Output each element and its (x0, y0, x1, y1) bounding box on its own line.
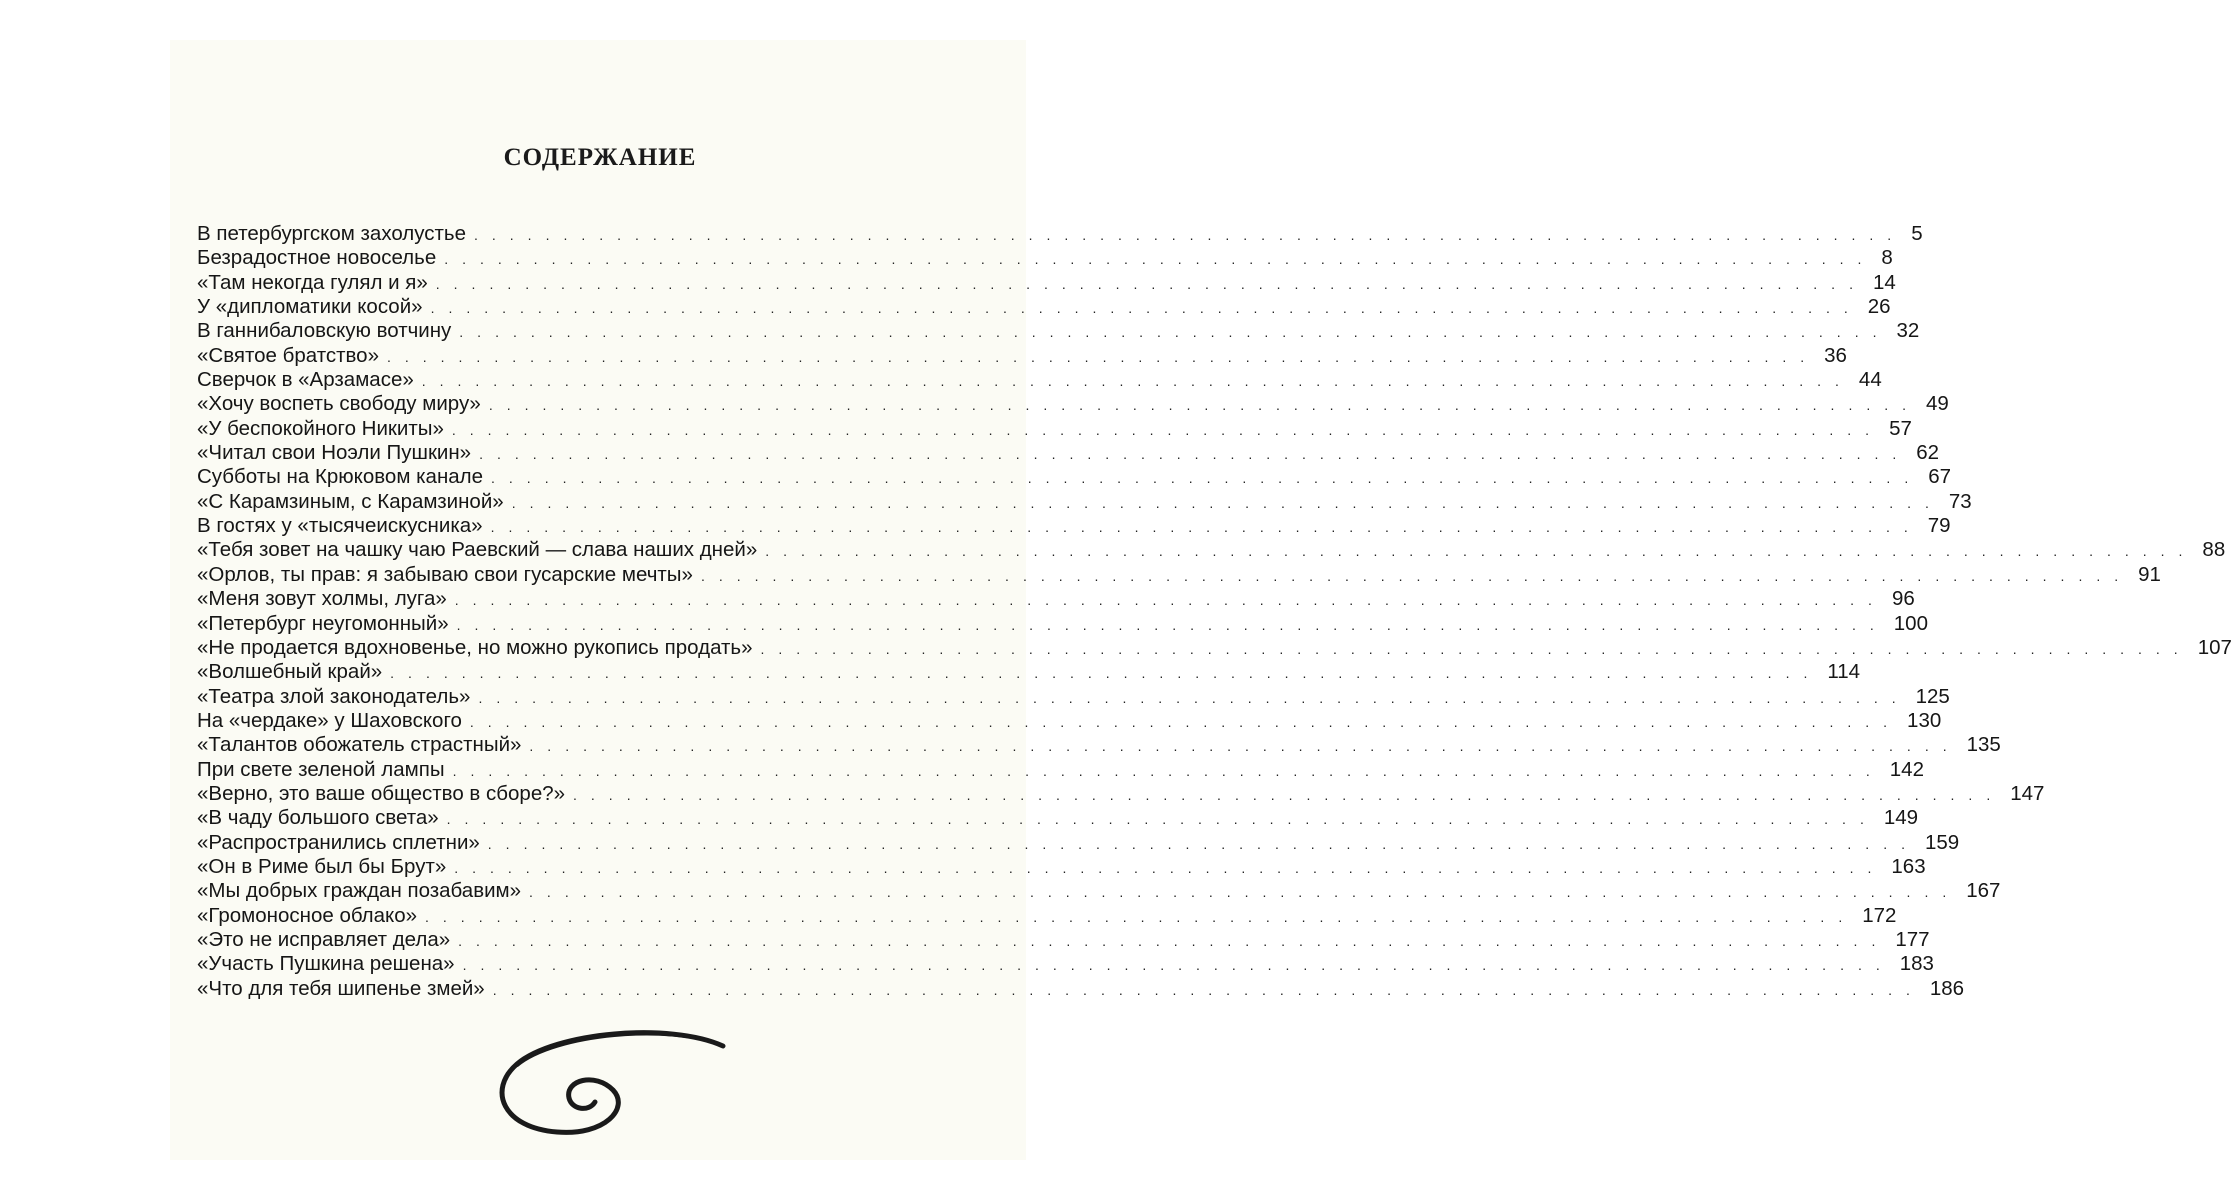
toc-entry-page-number: 32 (1896, 319, 1920, 343)
toc-entry (197, 562, 2161, 587)
toc-entry (197, 830, 1960, 855)
toc-entry-title: «Читал свои Ноэли Пушкин» (197, 441, 472, 465)
dot-leader: ................................................................................ (469, 713, 1902, 730)
toc-entry-title: «Мы добрых граждан позабавим» (197, 879, 522, 903)
toc-entry (197, 757, 1924, 782)
toc-entry-title: «Театра злой законодатель» (197, 684, 471, 708)
toc-entry-title: «Там некогда гулял и я» (197, 270, 428, 294)
toc-entry (197, 587, 1915, 611)
toc-entry-title: «Тебя зовет на чашку чаю Раевский — слава наших дней» (197, 538, 758, 562)
dot-leader: ................................................................................ (454, 592, 1886, 609)
dot-leader: ................................................................................ (386, 348, 1819, 365)
toc-entry (197, 611, 1928, 636)
toc-entry-page-number: 57 (1889, 416, 1912, 440)
dot-leader: ................................................................................ (488, 397, 1920, 414)
dot-leader: ................................................................................ (511, 494, 1943, 511)
toc-entry (197, 246, 1893, 270)
dot-leader: ................................................................................ (435, 275, 1867, 292)
toc-entry-title: «Это не исправляет дела» (197, 927, 451, 951)
toc-entry-title: Субботы на Крюковом канале (197, 465, 484, 489)
toc-entry-page-number: 62 (1916, 441, 1940, 465)
toc-entry (197, 684, 1950, 709)
toc-entry-page-number: 96 (1891, 587, 1915, 611)
dot-leader: ................................................................................ (456, 616, 1888, 633)
dot-leader: ................................................................................ (529, 884, 1961, 901)
toc-entry-title: «Что для тебя шипенье змей» (197, 976, 485, 1000)
toc-entry (197, 368, 1882, 392)
toc-entry-title: У «дипломатики косой» (197, 295, 423, 319)
toc-entry-title: При свете зеленой лампы (197, 757, 445, 781)
toc-entry (197, 343, 1847, 368)
toc-entry (197, 781, 2045, 806)
dot-leader: ................................................................................ (492, 981, 1924, 998)
toc-entry-page-number: 186 (1929, 976, 1965, 1000)
toc-entry (197, 976, 1965, 1001)
toc-entry-title: «Святое братство» (197, 343, 379, 367)
toc-entry (197, 660, 1861, 684)
dot-leader: ................................................................................ (760, 640, 2192, 657)
toc-entry (197, 854, 1926, 879)
toc-entry-page-number: 36 (1824, 343, 1847, 367)
toc-entry (197, 489, 1972, 514)
toc-entry (197, 319, 1920, 343)
toc-entry-page-number: 125 (1915, 684, 1950, 708)
dot-leader: ................................................................................ (478, 689, 1910, 706)
dot-leader: ................................................................................ (573, 786, 2005, 803)
toc-entry (197, 806, 1919, 830)
toc-entry-page-number: 14 (1872, 270, 1896, 294)
toc-entry-title: «Орлов, ты прав: я забываю свои гусарские мечты» (197, 562, 693, 586)
toc-entry (197, 222, 1923, 246)
toc-entry-page-number: 73 (1948, 489, 1972, 513)
toc-entry-page-number: 26 (1867, 295, 1891, 319)
toc-entry-page-number: 149 (1883, 806, 1919, 830)
dot-leader: ................................................................................ (459, 324, 1891, 341)
toc-entry (197, 538, 2226, 562)
toc-entry-title: «С Карамзиным, с Карамзиной» (197, 489, 504, 513)
toc-entry (197, 879, 2001, 903)
dot-leader: ................................................................................ (390, 665, 1822, 682)
toc-entry-page-number: 91 (2138, 562, 2161, 586)
toc-entry-page-number: 114 (1827, 660, 1861, 684)
toc-entry (197, 733, 2001, 757)
toc-entry (197, 927, 1930, 952)
dot-leader: ................................................................................ (490, 519, 1922, 536)
dot-leader: ................................................................................ (454, 859, 1886, 876)
toc-entry (197, 635, 2232, 660)
dot-leader: ................................................................................ (452, 762, 1884, 779)
toc-entry-page-number: 177 (1895, 927, 1930, 951)
toc-entry-page-number: 167 (1966, 879, 2001, 903)
dot-leader: ................................................................................ (765, 543, 2197, 560)
toc-entry-title: «Волшебный край» (197, 660, 383, 684)
dot-leader: ................................................................................ (425, 908, 1857, 925)
toc-entry (197, 270, 1896, 295)
swirl-ornament-icon (495, 1028, 725, 1138)
toc-entry-title: «Громоносное облако» (197, 903, 418, 927)
toc-entry-page-number: 44 (1858, 368, 1882, 392)
toc-entry-page-number: 5 (1911, 222, 1923, 245)
toc-entry-page-number: 67 (1928, 465, 1952, 489)
page-title: СОДЕРЖАНИЕ (503, 144, 697, 171)
toc-entry-title: На «чердаке» у Шаховского (197, 708, 462, 732)
toc-entry-title: Безрадостное новоселье (197, 246, 437, 270)
dot-leader: ................................................................................ (458, 932, 1890, 949)
toc-entry-title: «Он в Риме был бы Брут» (197, 854, 447, 878)
toc-entry (197, 903, 1897, 928)
toc-entry-page-number: 107 (2197, 635, 2232, 659)
toc-entry-title: «В чаду большого света» (197, 806, 439, 830)
toc-entry-title: «Распространились сплетни» (197, 830, 480, 854)
toc-entry-page-number: 159 (1924, 830, 1960, 854)
table-of-contents (197, 222, 2232, 1001)
toc-entry-page-number: 79 (1927, 514, 1951, 538)
toc-entry-page-number: 135 (1966, 733, 2001, 757)
dot-leader: ................................................................................ (479, 446, 1911, 463)
toc-entry-page-number: 88 (2202, 538, 2226, 562)
toc-entry-page-number: 142 (1889, 757, 1924, 781)
dot-leader: ................................................................................ (462, 957, 1894, 974)
toc-entry-title: «Участь Пушкина решена» (197, 952, 455, 976)
toc-entry-title: «Петербург неугомонный» (197, 611, 449, 635)
toc-entry-page-number: 183 (1899, 952, 1934, 976)
dot-leader: ................................................................................ (474, 227, 1906, 243)
toc-entry-title: В гостях у «тысячеискусника» (197, 514, 483, 538)
toc-entry-page-number: 100 (1893, 611, 1928, 635)
toc-entry (197, 295, 1891, 319)
toc-entry (197, 441, 1940, 465)
toc-entry-page-number: 163 (1891, 854, 1926, 878)
toc-entry-page-number: 130 (1907, 708, 1942, 732)
dot-leader: ................................................................................ (491, 470, 1923, 487)
dot-leader: ................................................................................ (700, 567, 2133, 584)
toc-entry-title: Сверчок в «Арзамасе» (197, 368, 414, 392)
toc-entry (197, 416, 1912, 441)
toc-entry-title: В ганнибаловскую вотчину (197, 319, 452, 343)
toc-entry (197, 514, 1951, 538)
toc-entry (197, 392, 1949, 416)
toc-entry-title: «Верно, это ваше общество в сборе?» (197, 781, 566, 805)
toc-entry-page-number: 147 (2010, 781, 2045, 805)
toc-entry (197, 708, 1942, 733)
toc-entry-page-number: 172 (1862, 903, 1897, 927)
toc-entry-page-number: 49 (1926, 392, 1949, 416)
toc-entry-title: В петербургском захолустье (197, 222, 467, 245)
toc-entry (197, 952, 1934, 976)
toc-entry-title: «Хочу воспеть свободу миру» (197, 392, 481, 416)
toc-entry-title: «Не продается вдохновенье, но можно рукопись продать» (197, 635, 753, 659)
dot-leader: ................................................................................ (487, 835, 1919, 852)
dot-leader: ................................................................................ (421, 373, 1853, 390)
dot-leader: ................................................................................ (444, 251, 1876, 268)
dot-leader: ................................................................................ (451, 421, 1884, 438)
toc-entry-page-number: 8 (1881, 246, 1893, 270)
toc-entry-title: «Талантов обожатель страстный» (197, 733, 522, 757)
dot-leader: ................................................................................ (446, 811, 1878, 828)
dot-leader: ................................................................................ (529, 738, 1961, 755)
dot-leader: ................................................................................ (430, 300, 1862, 317)
toc-entry-title: «У беспокойного Никиты» (197, 416, 444, 440)
toc-entry (197, 465, 1952, 489)
toc-entry-title: «Меня зовут холмы, луга» (197, 587, 447, 611)
